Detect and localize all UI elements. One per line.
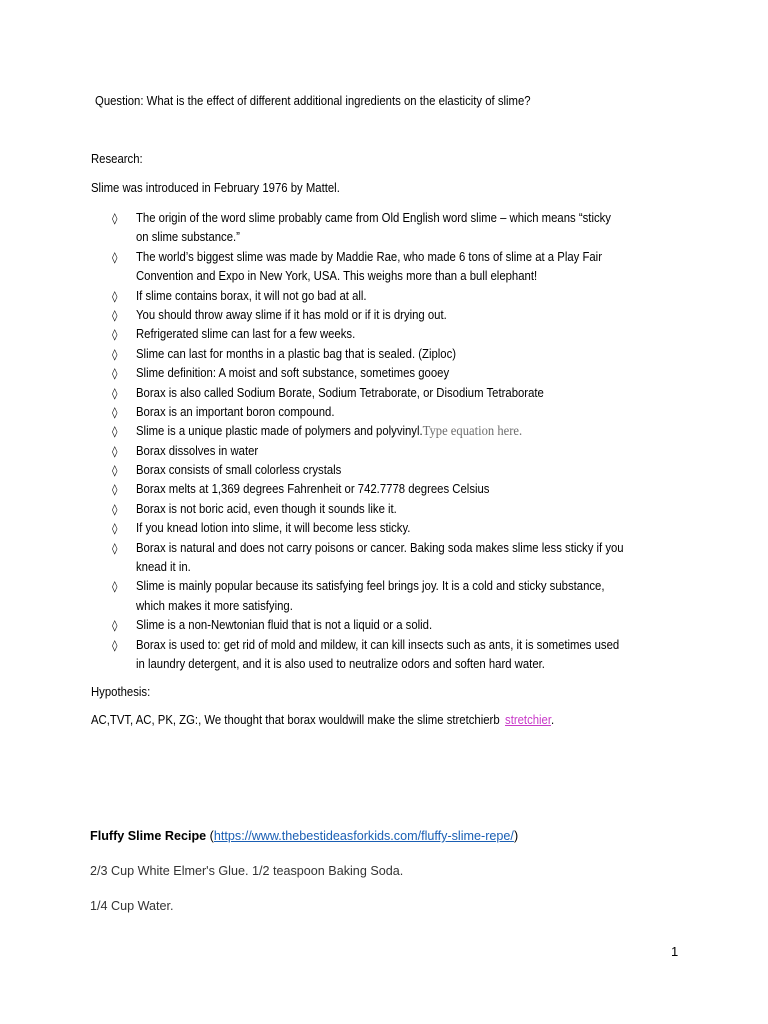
bullet-text: Borax melts at 1,369 degrees Fahrenheit or 742.7778 degrees Celsius xyxy=(136,482,490,497)
bullet-item xyxy=(0,287,768,306)
bullet-text-line xyxy=(136,519,748,538)
bullet-item xyxy=(0,636,768,675)
bullet-text: Slime definition: A moist and soft substance, sometimes gooey xyxy=(136,366,450,381)
bullet-text: which makes it more satisfying. xyxy=(136,598,293,613)
diamond-bullet-icon: ◊ xyxy=(112,289,118,303)
bullet-text-line xyxy=(136,209,748,228)
diamond-bullet-icon: ◊ xyxy=(112,483,118,497)
bullet-item xyxy=(0,539,768,578)
bullet-text: Borax is natural and does not carry poisons or cancer. Baking soda makes slime less sticky if you xyxy=(136,540,624,555)
diamond-bullet-icon: ◊ xyxy=(112,250,118,264)
research-bullet-list xyxy=(0,209,768,674)
bullet-text-line xyxy=(136,461,748,480)
bullet-text-line xyxy=(136,384,748,403)
bullet-text: Convention and Expo in New York, USA. This weighs more than a bull elephant! xyxy=(136,269,538,284)
recipe-open-paren: ( xyxy=(206,829,214,843)
bullet-text: You should throw away slime if it has mold or if it is drying out. xyxy=(136,307,447,322)
bullet-item xyxy=(0,461,768,480)
page-number: 1 xyxy=(671,944,679,959)
bullet-text: Borax consists of small colorless crystals xyxy=(136,463,342,478)
bullet-text: knead it in. xyxy=(136,560,191,575)
bullet-text-line xyxy=(136,422,748,441)
bullet-text: Borax is also called Sodium Borate, Sodium Tetraborate, or Disodium Tetraborate xyxy=(136,385,544,400)
diamond-bullet-icon: ◊ xyxy=(112,464,118,478)
bullet-text: The world’s biggest slime was made by Maddie Rae, who made 6 tons of slime at a Play Fair xyxy=(136,249,602,264)
diamond-bullet-icon: ◊ xyxy=(112,308,118,322)
bullet-item xyxy=(0,519,768,538)
recipe-ingredients-line-2: 1/4 Cup Water. xyxy=(90,899,174,913)
bullet-text-line xyxy=(136,442,748,461)
bullet-text: If slime contains borax, it will not go bad at all. xyxy=(136,288,367,303)
diamond-bullet-icon: ◊ xyxy=(112,347,118,361)
bullet-text-line xyxy=(136,267,748,286)
bullet-item xyxy=(0,442,768,461)
bullet-text-line xyxy=(136,306,748,325)
bullet-text: Slime is a non-Newtonian fluid that is not a liquid or a solid. xyxy=(136,618,433,633)
bullet-text-line xyxy=(136,345,748,364)
diamond-bullet-icon: ◊ xyxy=(112,328,118,342)
intro-text: Slime was introduced in February 1976 by Mattel. xyxy=(91,181,340,195)
bullet-item xyxy=(0,248,768,287)
bullet-item xyxy=(0,209,768,248)
recipe-link[interactable]: https://www.thebestideasforkids.com/fluffy-slime-repe/ xyxy=(213,829,514,843)
diamond-bullet-icon: ◊ xyxy=(112,619,118,633)
bullet-text: The origin of the word slime probably came from Old English word slime – which means “sticky xyxy=(136,211,611,225)
recipe-ingredients-line-1: 2/3 Cup White Elmer's Glue. 1/2 teaspoon Baking Soda. xyxy=(90,864,404,878)
bullet-item xyxy=(0,577,768,616)
bullet-text-line xyxy=(136,616,748,635)
diamond-bullet-icon: ◊ xyxy=(112,367,118,381)
diamond-bullet-icon: ◊ xyxy=(112,580,118,594)
bullet-text-line xyxy=(136,558,748,577)
bullet-text: Borax is not boric acid, even though it sounds like it. xyxy=(136,501,397,516)
bullet-text-line xyxy=(136,500,748,519)
bullet-text-line xyxy=(136,403,748,422)
bullet-text-line xyxy=(136,655,748,674)
bullet-item xyxy=(0,306,768,325)
spelling-suggestion[interactable]: stretchier xyxy=(505,713,552,727)
question-text: Question: What is the effect of different additional ingredients on the elasticity of slime? xyxy=(95,94,531,108)
diamond-bullet-icon: ◊ xyxy=(112,444,118,458)
recipe-title: Fluffy Slime Recipe xyxy=(90,829,207,843)
bullet-text-line xyxy=(136,364,748,383)
bullet-text: Slime is a unique plastic made of polymers and polyvinyl. xyxy=(136,424,423,439)
bullet-text-line xyxy=(136,636,748,655)
bullet-text: If you knead lotion into slime, it will become less sticky. xyxy=(136,521,411,536)
equation-placeholder[interactable]: Type equation here. xyxy=(422,424,523,440)
hypothesis-body: AC,TVT, AC, PK, ZG:, We thought that borax wouldwill make the slime stretchierb xyxy=(91,713,500,727)
bullet-text-line xyxy=(136,597,748,616)
bullet-text: Borax dissolves in water xyxy=(136,443,259,458)
bullet-text-line xyxy=(136,325,748,344)
bullet-item xyxy=(0,403,768,422)
bullet-text: in laundry detergent, and it is also used to neutralize odors and soften hard water. xyxy=(136,656,545,671)
bullet-text-line xyxy=(136,248,748,267)
research-heading: Research: xyxy=(91,152,143,166)
bullet-text: Refrigerated slime can last for a few weeks. xyxy=(136,327,356,342)
bullet-text-line xyxy=(136,287,748,306)
bullet-text-line xyxy=(136,228,748,247)
diamond-bullet-icon: ◊ xyxy=(112,522,118,536)
bullet-text: Slime is mainly popular because its satisfying feel brings joy. It is a cold and sticky substance, xyxy=(136,579,605,594)
bullet-text-line xyxy=(136,480,748,499)
diamond-bullet-icon: ◊ xyxy=(112,541,118,555)
diamond-bullet-icon: ◊ xyxy=(112,386,118,400)
bullet-text-line xyxy=(136,577,748,596)
bullet-text-line xyxy=(136,539,748,558)
bullet-item xyxy=(0,422,768,441)
diamond-bullet-icon: ◊ xyxy=(112,638,118,652)
recipe-heading xyxy=(90,829,518,843)
bullet-text: Borax is an important boron compound. xyxy=(136,404,335,419)
bullet-item xyxy=(0,364,768,383)
bullet-text: Slime can last for months in a plastic bag that is sealed. (Ziploc) xyxy=(136,346,457,361)
hypothesis-text xyxy=(91,713,554,727)
diamond-bullet-icon: ◊ xyxy=(112,212,118,225)
bullet-item xyxy=(0,480,768,499)
bullet-item xyxy=(0,384,768,403)
bullet-text: on slime substance.” xyxy=(136,230,240,245)
diamond-bullet-icon: ◊ xyxy=(112,502,118,516)
hypothesis-heading: Hypothesis: xyxy=(91,685,151,699)
bullet-item xyxy=(0,616,768,635)
bullet-item xyxy=(0,345,768,364)
recipe-close-paren: ) xyxy=(513,829,519,843)
diamond-bullet-icon: ◊ xyxy=(112,405,118,419)
bullet-item xyxy=(0,500,768,519)
bullet-text: Borax is used to: get rid of mold and mildew, it can kill insects such as ants, it is sometimes used xyxy=(136,637,620,652)
bullet-item xyxy=(0,325,768,344)
hypothesis-period: . xyxy=(551,713,555,727)
diamond-bullet-icon: ◊ xyxy=(112,425,118,439)
